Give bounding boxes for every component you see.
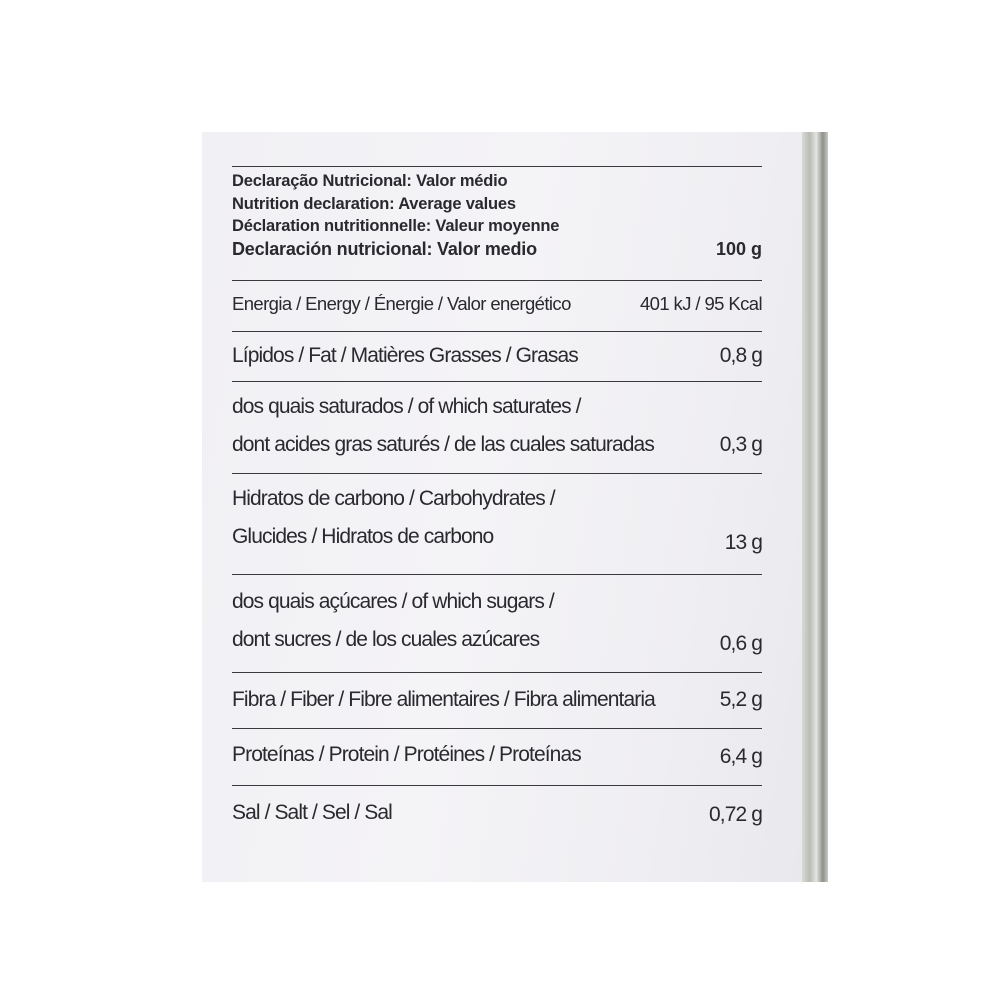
- row-sugars: [232, 575, 762, 672]
- row-value: 0,8 g: [719, 344, 762, 367]
- row-label: Fibra / Fiber / Fibre alimentaires / Fibra alimentaria: [232, 688, 655, 711]
- row-value: 13 g: [724, 531, 762, 554]
- row-label-line1: dos quais saturados / of which saturates /: [232, 395, 581, 418]
- row-value: 0,6 g: [719, 632, 762, 655]
- nutrition-header: [232, 167, 762, 280]
- row-label-line2: Glucides / Hidratos de carbono: [232, 525, 494, 548]
- row-value: 0,72 g: [709, 803, 762, 826]
- row-label-line2: dont sucres / de los cuales azúcares: [232, 628, 540, 651]
- header-line-pt: Declaração Nutricional: Valor médio: [232, 172, 508, 190]
- row-carbohydrates: [232, 474, 762, 574]
- package-edge: [802, 132, 828, 882]
- row-label-line1: Hidratos de carbono / Carbohydrates /: [232, 487, 555, 510]
- header-line-en: Nutrition declaration: Average values: [232, 194, 516, 213]
- row-fat: [232, 332, 762, 381]
- row-value: 401 kJ / 95 Kcal: [639, 293, 762, 314]
- header-line-fr: Déclaration nutritionnelle: Valeur moyenne: [232, 217, 560, 235]
- row-value: 5,2 g: [719, 688, 762, 711]
- row-label: Sal / Salt / Sel / Sal: [232, 801, 392, 824]
- row-fiber: [232, 673, 762, 728]
- row-label: Proteínas / Protein / Protéines / Proteínas: [232, 743, 581, 766]
- label-photo: [202, 132, 828, 882]
- row-label: Lípidos / Fat / Matières Grasses / Grasas: [232, 344, 578, 367]
- row-salt: [232, 786, 762, 846]
- row-energy: [232, 281, 762, 331]
- header-line-es: Declaración nutricional: Valor medio: [232, 238, 537, 259]
- row-protein: [232, 729, 762, 785]
- column-label: 100 g: [715, 239, 762, 259]
- row-value: 6,4 g: [719, 745, 762, 768]
- nutrition-label: [232, 166, 762, 846]
- row-value: 0,3 g: [719, 433, 762, 456]
- row-label-line1: dos quais açúcares / of which sugars /: [232, 590, 554, 613]
- row-saturates: [232, 382, 762, 473]
- row-label: Energia / Energy / Énergie / Valor energético: [232, 293, 571, 314]
- row-label-line2: dont acides gras saturés / de las cuales saturadas: [232, 433, 654, 456]
